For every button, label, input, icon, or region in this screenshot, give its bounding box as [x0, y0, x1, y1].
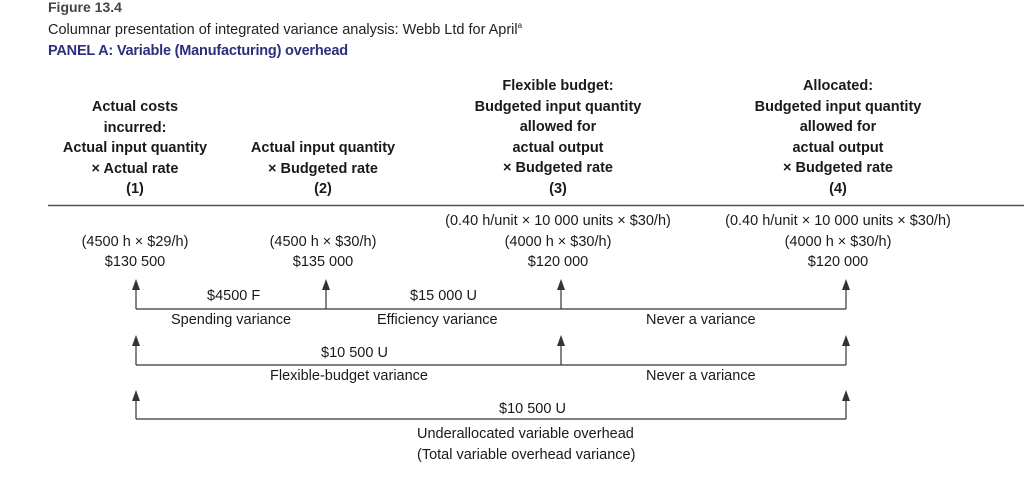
efficiency-variance-amount: $15 000 U	[410, 288, 477, 304]
total-variance-amount: $10 500 U	[499, 401, 566, 417]
calc-line: (0.40 h/unit × 10 000 units × $30/h)	[445, 213, 671, 229]
arrowheads-row-2	[132, 335, 850, 346]
total-variance-label	[417, 424, 635, 465]
header-line: × Budgeted rate	[268, 160, 378, 177]
header-line: Budgeted input quantity	[474, 98, 642, 115]
calc-line: $120 000	[807, 254, 869, 271]
header-line: Flexible budget:	[502, 78, 614, 94]
header-line: allowed for	[799, 119, 877, 136]
calc-line: (4500 h × $30/h)	[269, 233, 377, 250]
header-line: allowed for	[519, 119, 597, 136]
calc-line: $135 000	[292, 254, 354, 271]
caption-text: Columnar presentation of integrated variance analysis: Webb Ltd for April	[48, 21, 518, 38]
header-line: actual output	[792, 139, 884, 156]
header-line: Actual input quantity	[250, 140, 396, 156]
calc-line: $130 500	[104, 254, 166, 271]
header-line: (4)	[829, 180, 847, 197]
header-line: actual output	[512, 139, 604, 156]
header-line: (3)	[549, 180, 567, 197]
header-line: × Budgeted rate	[503, 160, 613, 177]
calc-line: (0.40 h/unit × 10 000 units × $30/h)	[725, 213, 951, 229]
never-a-variance-label: Never a variance	[646, 312, 756, 328]
calc-line: $120 000	[527, 254, 589, 271]
panel-title: PANEL A: Variable (Manufacturing) overhead	[48, 43, 348, 59]
header-line: × Budgeted rate	[783, 160, 893, 177]
header-line: incurred:	[103, 119, 167, 136]
variance-bracket-row-2	[136, 340, 846, 365]
figure-label: Figure 13.4	[48, 0, 122, 15]
header-line: Budgeted input quantity	[754, 98, 922, 115]
efficiency-variance-label: Efficiency variance	[377, 312, 498, 328]
arrowheads-row-3	[132, 390, 850, 401]
spending-variance-amount: $4500 F	[207, 288, 261, 304]
calc-line: (4500 h × $29/h)	[81, 233, 189, 250]
flexible-budget-variance-amount: $10 500 U	[321, 345, 388, 361]
header-line: Allocated:	[802, 78, 874, 94]
total-variance-label-line-2: (Total variable overhead variance)	[417, 446, 636, 463]
caption-footnote-marker: a	[517, 21, 523, 30]
calc-line: (4000 h × $30/h)	[784, 233, 892, 250]
header-line: × Actual rate	[91, 160, 179, 177]
total-variance-label-line-1: Underallocated variable overhead	[417, 426, 634, 442]
header-line: (1)	[126, 181, 144, 198]
header-line: Actual costs	[91, 99, 179, 115]
never-a-variance-label: Never a variance	[646, 368, 756, 384]
spending-variance-label: Spending variance	[171, 312, 292, 328]
calc-line: (4000 h × $30/h)	[504, 233, 612, 250]
header-line: Actual input quantity	[62, 140, 208, 157]
variance-bracket-row-3	[136, 395, 846, 419]
header-line: (2)	[314, 181, 332, 198]
flexible-budget-variance-label: Flexible-budget variance	[270, 368, 428, 384]
